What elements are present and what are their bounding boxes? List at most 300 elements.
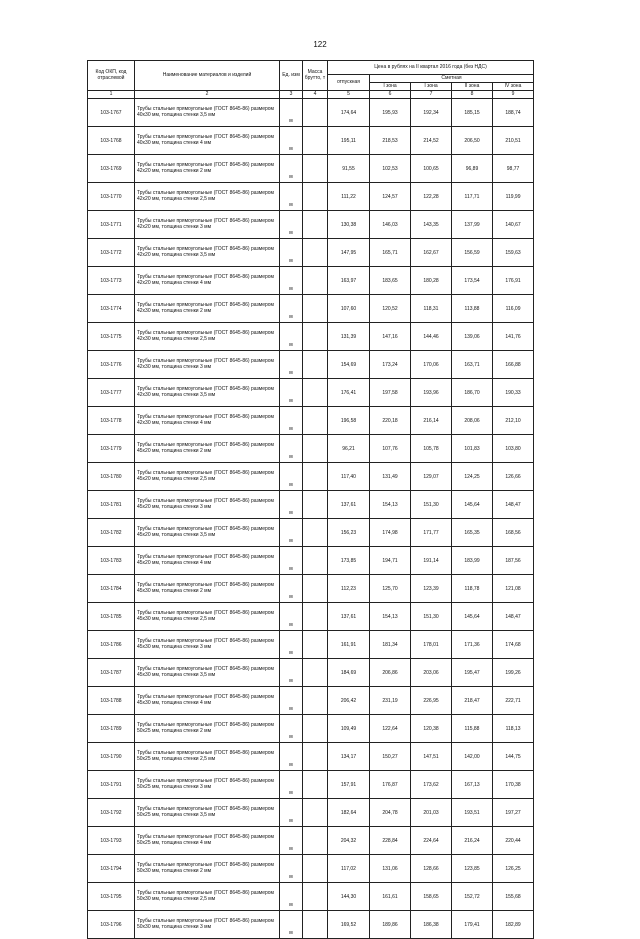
row-code: 103-1782 bbox=[88, 519, 135, 547]
row-price-zone-4: 148,47 bbox=[493, 491, 534, 519]
row-price-release: 130,38 bbox=[328, 211, 370, 239]
row-unit: м bbox=[280, 239, 303, 267]
row-mass bbox=[303, 911, 328, 939]
row-price-zone-4: 188,74 bbox=[493, 99, 534, 127]
row-mass bbox=[303, 715, 328, 743]
row-unit: м bbox=[280, 771, 303, 799]
row-price-zone-1: 228,84 bbox=[370, 827, 411, 855]
row-name: Трубы стальные прямоугольные (ГОСТ 8645-86) размером 42х20 мм, толщина стенки 4 мм bbox=[135, 267, 280, 295]
table-row bbox=[88, 771, 534, 799]
row-price-zone-4: 159,63 bbox=[493, 239, 534, 267]
row-unit: м bbox=[280, 351, 303, 379]
row-mass bbox=[303, 603, 328, 631]
header-name: Наименование материалов и изделий bbox=[135, 61, 280, 91]
row-price-zone-2: 101,83 bbox=[452, 435, 493, 463]
row-price-zone-2: 96,89 bbox=[452, 155, 493, 183]
row-unit: м bbox=[280, 323, 303, 351]
row-price-zone-1b: 143,35 bbox=[411, 211, 452, 239]
price-table bbox=[87, 60, 534, 939]
table-row bbox=[88, 799, 534, 827]
row-code: 103-1788 bbox=[88, 687, 135, 715]
row-price-zone-1b: 186,38 bbox=[411, 911, 452, 939]
row-price-release: 173,85 bbox=[328, 547, 370, 575]
row-price-zone-2: 171,36 bbox=[452, 631, 493, 659]
row-price-zone-2: 117,71 bbox=[452, 183, 493, 211]
row-name: Трубы стальные прямоугольные (ГОСТ 8645-86) размером 42х30 мм, толщина стенки 3 мм bbox=[135, 351, 280, 379]
row-name: Трубы стальные прямоугольные (ГОСТ 8645-86) размером 42х20 мм, толщина стенки 2 мм bbox=[135, 155, 280, 183]
row-price-zone-1: 220,18 bbox=[370, 407, 411, 435]
row-mass bbox=[303, 379, 328, 407]
table-row bbox=[88, 379, 534, 407]
row-name: Трубы стальные прямоугольные (ГОСТ 8645-86) размером 45х30 мм, толщина стенки 2 мм bbox=[135, 575, 280, 603]
table-row bbox=[88, 351, 534, 379]
row-unit: м bbox=[280, 379, 303, 407]
row-price-zone-1: 125,70 bbox=[370, 575, 411, 603]
row-unit: м bbox=[280, 827, 303, 855]
row-price-release: 169,52 bbox=[328, 911, 370, 939]
row-code: 103-1770 bbox=[88, 183, 135, 211]
row-price-zone-4: 166,88 bbox=[493, 351, 534, 379]
row-price-zone-4: 168,56 bbox=[493, 519, 534, 547]
row-price-zone-1b: 122,28 bbox=[411, 183, 452, 211]
row-price-zone-2: 156,59 bbox=[452, 239, 493, 267]
row-price-release: 163,97 bbox=[328, 267, 370, 295]
row-price-zone-1: 147,16 bbox=[370, 323, 411, 351]
row-name: Трубы стальные прямоугольные (ГОСТ 8645-86) размером 50х30 мм, толщина стенки 3 мм bbox=[135, 911, 280, 939]
row-unit: м bbox=[280, 407, 303, 435]
row-name: Трубы стальные прямоугольные (ГОСТ 8645-86) размером 50х25 мм, толщина стенки 4 мм bbox=[135, 827, 280, 855]
table-row bbox=[88, 911, 534, 939]
row-price-zone-1: 194,71 bbox=[370, 547, 411, 575]
row-price-release: 91,55 bbox=[328, 155, 370, 183]
row-price-zone-4: 98,77 bbox=[493, 155, 534, 183]
row-name: Трубы стальные прямоугольные (ГОСТ 8645-86) размером 50х30 мм, толщина стенки 2,5 мм bbox=[135, 883, 280, 911]
row-price-zone-2: 163,71 bbox=[452, 351, 493, 379]
col-number: 6 bbox=[370, 91, 411, 99]
row-price-zone-4: 116,09 bbox=[493, 295, 534, 323]
row-code: 103-1778 bbox=[88, 407, 135, 435]
row-price-release: 117,02 bbox=[328, 855, 370, 883]
table-row bbox=[88, 323, 534, 351]
row-unit: м bbox=[280, 575, 303, 603]
row-code: 103-1767 bbox=[88, 99, 135, 127]
row-price-zone-2: 152,72 bbox=[452, 883, 493, 911]
row-price-release: 174,64 bbox=[328, 99, 370, 127]
row-mass bbox=[303, 323, 328, 351]
row-mass bbox=[303, 239, 328, 267]
row-unit: м bbox=[280, 687, 303, 715]
row-price-release: 109,49 bbox=[328, 715, 370, 743]
row-code: 103-1771 bbox=[88, 211, 135, 239]
row-mass bbox=[303, 99, 328, 127]
row-price-zone-1: 174,98 bbox=[370, 519, 411, 547]
row-unit: м bbox=[280, 883, 303, 911]
header-code: Код ОКП, код отраслевой bbox=[88, 61, 135, 91]
row-price-zone-2: 145,64 bbox=[452, 491, 493, 519]
row-name: Трубы стальные прямоугольные (ГОСТ 8645-86) размером 42х30 мм, толщина стенки 2,5 мм bbox=[135, 323, 280, 351]
table-row bbox=[88, 239, 534, 267]
row-price-zone-1: 131,06 bbox=[370, 855, 411, 883]
row-name: Трубы стальные прямоугольные (ГОСТ 8645-86) размером 42х30 мм, толщина стенки 3,5 мм bbox=[135, 379, 280, 407]
row-price-zone-1b: 226,95 bbox=[411, 687, 452, 715]
row-code: 103-1779 bbox=[88, 435, 135, 463]
row-price-zone-1: 150,27 bbox=[370, 743, 411, 771]
row-price-release: 147,95 bbox=[328, 239, 370, 267]
row-price-release: 156,23 bbox=[328, 519, 370, 547]
row-price-zone-4: 176,91 bbox=[493, 267, 534, 295]
row-price-zone-1: 231,19 bbox=[370, 687, 411, 715]
row-price-zone-2: 123,85 bbox=[452, 855, 493, 883]
row-code: 103-1772 bbox=[88, 239, 135, 267]
table-row bbox=[88, 407, 534, 435]
row-mass bbox=[303, 435, 328, 463]
row-price-zone-2: 206,50 bbox=[452, 127, 493, 155]
row-price-zone-1b: 151,30 bbox=[411, 491, 452, 519]
row-unit: м bbox=[280, 211, 303, 239]
row-code: 103-1784 bbox=[88, 575, 135, 603]
row-name: Трубы стальные прямоугольные (ГОСТ 8645-86) размером 50х30 мм, толщина стенки 2 мм bbox=[135, 855, 280, 883]
row-price-zone-2: 218,47 bbox=[452, 687, 493, 715]
col-number: 4 bbox=[303, 91, 328, 99]
table-row bbox=[88, 883, 534, 911]
row-price-zone-2: 193,51 bbox=[452, 799, 493, 827]
row-name: Трубы стальные прямоугольные (ГОСТ 8645-86) размером 50х25 мм, толщина стенки 2 мм bbox=[135, 715, 280, 743]
row-price-zone-1: 107,76 bbox=[370, 435, 411, 463]
row-unit: м bbox=[280, 295, 303, 323]
row-code: 103-1793 bbox=[88, 827, 135, 855]
row-name: Трубы стальные прямоугольные (ГОСТ 8645-86) размером 45х30 мм, толщина стенки 3,5 мм bbox=[135, 659, 280, 687]
row-unit: м bbox=[280, 463, 303, 491]
row-price-zone-1: 181,34 bbox=[370, 631, 411, 659]
row-price-zone-1b: 128,66 bbox=[411, 855, 452, 883]
row-price-zone-1: 176,87 bbox=[370, 771, 411, 799]
row-code: 103-1775 bbox=[88, 323, 135, 351]
row-price-zone-4: 140,67 bbox=[493, 211, 534, 239]
row-price-zone-1b: 178,01 bbox=[411, 631, 452, 659]
row-price-zone-4: 222,71 bbox=[493, 687, 534, 715]
row-name: Трубы стальные прямоугольные (ГОСТ 8645-86) размером 40х30 мм, толщина стенки 3,5 мм bbox=[135, 99, 280, 127]
row-unit: м bbox=[280, 799, 303, 827]
row-mass bbox=[303, 267, 328, 295]
row-price-zone-4: 148,47 bbox=[493, 603, 534, 631]
row-price-release: 107,60 bbox=[328, 295, 370, 323]
row-price-zone-1b: 201,03 bbox=[411, 799, 452, 827]
row-price-release: 182,64 bbox=[328, 799, 370, 827]
row-price-zone-2: 124,25 bbox=[452, 463, 493, 491]
row-price-zone-2: 185,15 bbox=[452, 99, 493, 127]
row-price-zone-2: 216,24 bbox=[452, 827, 493, 855]
row-name: Трубы стальные прямоугольные (ГОСТ 8645-86) размером 45х30 мм, толщина стенки 4 мм bbox=[135, 687, 280, 715]
table-row bbox=[88, 435, 534, 463]
row-code: 103-1780 bbox=[88, 463, 135, 491]
row-price-zone-1: 206,86 bbox=[370, 659, 411, 687]
row-price-zone-1: 183,65 bbox=[370, 267, 411, 295]
row-unit: м bbox=[280, 155, 303, 183]
row-name: Трубы стальные прямоугольные (ГОСТ 8645-86) размером 45х20 мм, толщина стенки 2 мм bbox=[135, 435, 280, 463]
row-price-zone-1: 146,03 bbox=[370, 211, 411, 239]
row-price-zone-1b: 171,77 bbox=[411, 519, 452, 547]
row-price-release: 195,11 bbox=[328, 127, 370, 155]
row-price-zone-1: 124,57 bbox=[370, 183, 411, 211]
row-price-release: 137,61 bbox=[328, 491, 370, 519]
row-price-zone-1: 120,52 bbox=[370, 295, 411, 323]
row-price-zone-4: 199,26 bbox=[493, 659, 534, 687]
row-price-zone-2: 183,99 bbox=[452, 547, 493, 575]
table-row bbox=[88, 659, 534, 687]
row-price-zone-2: 167,13 bbox=[452, 771, 493, 799]
row-price-release: 206,42 bbox=[328, 687, 370, 715]
row-price-zone-1: 197,58 bbox=[370, 379, 411, 407]
row-price-release: 134,17 bbox=[328, 743, 370, 771]
col-number: 1 bbox=[88, 91, 135, 99]
row-name: Трубы стальные прямоугольные (ГОСТ 8645-86) размером 50х25 мм, толщина стенки 3 мм bbox=[135, 771, 280, 799]
row-mass bbox=[303, 855, 328, 883]
row-code: 103-1776 bbox=[88, 351, 135, 379]
row-unit: м bbox=[280, 267, 303, 295]
row-price-zone-1b: 173,62 bbox=[411, 771, 452, 799]
table-row bbox=[88, 855, 534, 883]
row-price-zone-1b: 129,07 bbox=[411, 463, 452, 491]
row-price-zone-2: 186,70 bbox=[452, 379, 493, 407]
row-price-zone-4: 118,13 bbox=[493, 715, 534, 743]
header-estimate: Сметная bbox=[370, 75, 534, 83]
row-price-zone-1b: 162,67 bbox=[411, 239, 452, 267]
row-mass bbox=[303, 575, 328, 603]
header-zone-1b: I зона bbox=[411, 83, 452, 91]
col-number: 3 bbox=[280, 91, 303, 99]
row-unit: м bbox=[280, 183, 303, 211]
row-price-zone-4: 155,68 bbox=[493, 883, 534, 911]
table-row bbox=[88, 827, 534, 855]
row-mass bbox=[303, 799, 328, 827]
row-mass bbox=[303, 687, 328, 715]
row-name: Трубы стальные прямоугольные (ГОСТ 8645-86) размером 45х20 мм, толщина стенки 3,5 мм bbox=[135, 519, 280, 547]
row-price-zone-4: 197,27 bbox=[493, 799, 534, 827]
row-price-zone-4: 103,80 bbox=[493, 435, 534, 463]
row-price-zone-2: 179,41 bbox=[452, 911, 493, 939]
table-row bbox=[88, 743, 534, 771]
row-name: Трубы стальные прямоугольные (ГОСТ 8645-86) размером 45х20 мм, толщина стенки 4 мм bbox=[135, 547, 280, 575]
row-code: 103-1773 bbox=[88, 267, 135, 295]
row-price-release: 176,41 bbox=[328, 379, 370, 407]
row-unit: м bbox=[280, 659, 303, 687]
row-price-zone-1: 173,24 bbox=[370, 351, 411, 379]
col-number: 9 bbox=[493, 91, 534, 99]
row-price-zone-2: 113,88 bbox=[452, 295, 493, 323]
row-price-zone-1: 131,49 bbox=[370, 463, 411, 491]
row-name: Трубы стальные прямоугольные (ГОСТ 8645-86) размером 42х20 мм, толщина стенки 2,5 мм bbox=[135, 183, 280, 211]
row-price-zone-4: 212,10 bbox=[493, 407, 534, 435]
row-unit: м bbox=[280, 547, 303, 575]
row-price-zone-4: 190,33 bbox=[493, 379, 534, 407]
header-mass: Масса брутто, т bbox=[303, 61, 328, 91]
row-code: 103-1790 bbox=[88, 743, 135, 771]
table-row bbox=[88, 183, 534, 211]
row-unit: м bbox=[280, 715, 303, 743]
row-price-zone-4: 126,66 bbox=[493, 463, 534, 491]
table-row bbox=[88, 99, 534, 127]
header-release: отпускная bbox=[328, 75, 370, 91]
row-code: 103-1794 bbox=[88, 855, 135, 883]
row-code: 103-1783 bbox=[88, 547, 135, 575]
row-code: 103-1786 bbox=[88, 631, 135, 659]
row-price-zone-1b: 100,65 bbox=[411, 155, 452, 183]
row-price-zone-1b: 147,51 bbox=[411, 743, 452, 771]
row-unit: м bbox=[280, 855, 303, 883]
row-price-zone-1: 154,13 bbox=[370, 603, 411, 631]
row-mass bbox=[303, 155, 328, 183]
col-number: 7 bbox=[411, 91, 452, 99]
row-price-zone-2: 139,06 bbox=[452, 323, 493, 351]
row-mass bbox=[303, 659, 328, 687]
row-price-zone-1b: 120,38 bbox=[411, 715, 452, 743]
row-unit: м bbox=[280, 519, 303, 547]
row-price-zone-1: 204,78 bbox=[370, 799, 411, 827]
row-price-zone-2: 142,00 bbox=[452, 743, 493, 771]
row-mass bbox=[303, 491, 328, 519]
col-number: 8 bbox=[452, 91, 493, 99]
row-price-zone-1b: 203,06 bbox=[411, 659, 452, 687]
page-number: 122 bbox=[313, 40, 327, 49]
row-price-zone-2: 115,88 bbox=[452, 715, 493, 743]
row-unit: м bbox=[280, 631, 303, 659]
row-name: Трубы стальные прямоугольные (ГОСТ 8645-86) размером 40х30 мм, толщина стенки 4 мм bbox=[135, 127, 280, 155]
row-price-zone-1: 165,71 bbox=[370, 239, 411, 267]
row-code: 103-1781 bbox=[88, 491, 135, 519]
row-price-zone-1b: 180,28 bbox=[411, 267, 452, 295]
row-mass bbox=[303, 743, 328, 771]
row-price-zone-4: 220,44 bbox=[493, 827, 534, 855]
row-price-release: 131,39 bbox=[328, 323, 370, 351]
row-price-release: 96,21 bbox=[328, 435, 370, 463]
row-price-zone-4: 174,68 bbox=[493, 631, 534, 659]
row-price-zone-2: 208,06 bbox=[452, 407, 493, 435]
row-price-zone-1: 154,13 bbox=[370, 491, 411, 519]
table-row bbox=[88, 715, 534, 743]
row-name: Трубы стальные прямоугольные (ГОСТ 8645-86) размером 42х20 мм, толщина стенки 3,5 мм bbox=[135, 239, 280, 267]
row-price-zone-4: 126,25 bbox=[493, 855, 534, 883]
row-price-zone-1b: 151,30 bbox=[411, 603, 452, 631]
row-name: Трубы стальные прямоугольные (ГОСТ 8645-86) размером 45х20 мм, толщина стенки 2,5 мм bbox=[135, 463, 280, 491]
row-price-zone-1b: 216,14 bbox=[411, 407, 452, 435]
row-name: Трубы стальные прямоугольные (ГОСТ 8645-86) размером 45х20 мм, толщина стенки 3 мм bbox=[135, 491, 280, 519]
row-price-zone-4: 141,76 bbox=[493, 323, 534, 351]
table-row bbox=[88, 295, 534, 323]
row-price-release: 154,69 bbox=[328, 351, 370, 379]
row-mass bbox=[303, 127, 328, 155]
row-code: 103-1769 bbox=[88, 155, 135, 183]
row-price-zone-1b: 123,39 bbox=[411, 575, 452, 603]
row-mass bbox=[303, 407, 328, 435]
row-mass bbox=[303, 463, 328, 491]
row-price-zone-1: 189,86 bbox=[370, 911, 411, 939]
row-code: 103-1791 bbox=[88, 771, 135, 799]
row-price-zone-2: 173,54 bbox=[452, 267, 493, 295]
row-price-zone-1: 102,53 bbox=[370, 155, 411, 183]
row-mass bbox=[303, 519, 328, 547]
row-price-zone-1b: 144,46 bbox=[411, 323, 452, 351]
row-unit: м bbox=[280, 491, 303, 519]
row-unit: м bbox=[280, 127, 303, 155]
row-price-zone-2: 195,47 bbox=[452, 659, 493, 687]
row-price-zone-4: 144,75 bbox=[493, 743, 534, 771]
row-price-release: 112,23 bbox=[328, 575, 370, 603]
row-mass bbox=[303, 295, 328, 323]
table-row bbox=[88, 463, 534, 491]
table-row bbox=[88, 687, 534, 715]
table-row bbox=[88, 491, 534, 519]
row-name: Трубы стальные прямоугольные (ГОСТ 8645-86) размером 42х30 мм, толщина стенки 4 мм bbox=[135, 407, 280, 435]
table-row bbox=[88, 603, 534, 631]
row-code: 103-1789 bbox=[88, 715, 135, 743]
row-price-zone-4: 170,38 bbox=[493, 771, 534, 799]
row-price-zone-4: 121,08 bbox=[493, 575, 534, 603]
row-unit: м bbox=[280, 603, 303, 631]
table-row bbox=[88, 631, 534, 659]
row-price-zone-4: 210,51 bbox=[493, 127, 534, 155]
row-price-release: 111,22 bbox=[328, 183, 370, 211]
row-unit: м bbox=[280, 99, 303, 127]
row-price-zone-1: 161,61 bbox=[370, 883, 411, 911]
row-code: 103-1796 bbox=[88, 911, 135, 939]
row-mass bbox=[303, 547, 328, 575]
row-name: Трубы стальные прямоугольные (ГОСТ 8645-86) размером 45х30 мм, толщина стенки 2,5 мм bbox=[135, 603, 280, 631]
row-code: 103-1785 bbox=[88, 603, 135, 631]
row-price-zone-4: 119,99 bbox=[493, 183, 534, 211]
row-price-zone-1b: 105,78 bbox=[411, 435, 452, 463]
row-price-release: 196,58 bbox=[328, 407, 370, 435]
row-price-release: 157,91 bbox=[328, 771, 370, 799]
row-price-zone-2: 137,99 bbox=[452, 211, 493, 239]
row-price-zone-1: 122,64 bbox=[370, 715, 411, 743]
row-code: 103-1777 bbox=[88, 379, 135, 407]
row-price-zone-2: 118,78 bbox=[452, 575, 493, 603]
row-price-zone-1b: 214,52 bbox=[411, 127, 452, 155]
row-price-release: 137,61 bbox=[328, 603, 370, 631]
table-row bbox=[88, 575, 534, 603]
row-name: Трубы стальные прямоугольные (ГОСТ 8645-86) размером 42х30 мм, толщина стенки 2 мм bbox=[135, 295, 280, 323]
row-price-zone-2: 145,64 bbox=[452, 603, 493, 631]
row-unit: м bbox=[280, 435, 303, 463]
table-row bbox=[88, 519, 534, 547]
col-number: 5 bbox=[328, 91, 370, 99]
row-price-zone-1: 195,93 bbox=[370, 99, 411, 127]
row-code: 103-1768 bbox=[88, 127, 135, 155]
row-code: 103-1792 bbox=[88, 799, 135, 827]
row-price-zone-4: 182,89 bbox=[493, 911, 534, 939]
row-price-zone-1b: 192,34 bbox=[411, 99, 452, 127]
row-name: Трубы стальные прямоугольные (ГОСТ 8645-86) размером 50х25 мм, толщина стенки 3,5 мм bbox=[135, 799, 280, 827]
table-row bbox=[88, 155, 534, 183]
row-unit: м bbox=[280, 743, 303, 771]
row-mass bbox=[303, 827, 328, 855]
table-row bbox=[88, 211, 534, 239]
row-mass bbox=[303, 883, 328, 911]
row-name: Трубы стальные прямоугольные (ГОСТ 8645-86) размером 50х25 мм, толщина стенки 2,5 мм bbox=[135, 743, 280, 771]
row-mass bbox=[303, 351, 328, 379]
row-price-release: 161,91 bbox=[328, 631, 370, 659]
row-name: Трубы стальные прямоугольные (ГОСТ 8645-86) размером 42х20 мм, толщина стенки 3 мм bbox=[135, 211, 280, 239]
row-code: 103-1774 bbox=[88, 295, 135, 323]
row-price-zone-1b: 158,65 bbox=[411, 883, 452, 911]
row-code: 103-1787 bbox=[88, 659, 135, 687]
row-mass bbox=[303, 211, 328, 239]
header-zone-1: I зона bbox=[370, 83, 411, 91]
row-price-zone-2: 165,35 bbox=[452, 519, 493, 547]
row-mass bbox=[303, 631, 328, 659]
table-row bbox=[88, 267, 534, 295]
table-row bbox=[88, 127, 534, 155]
